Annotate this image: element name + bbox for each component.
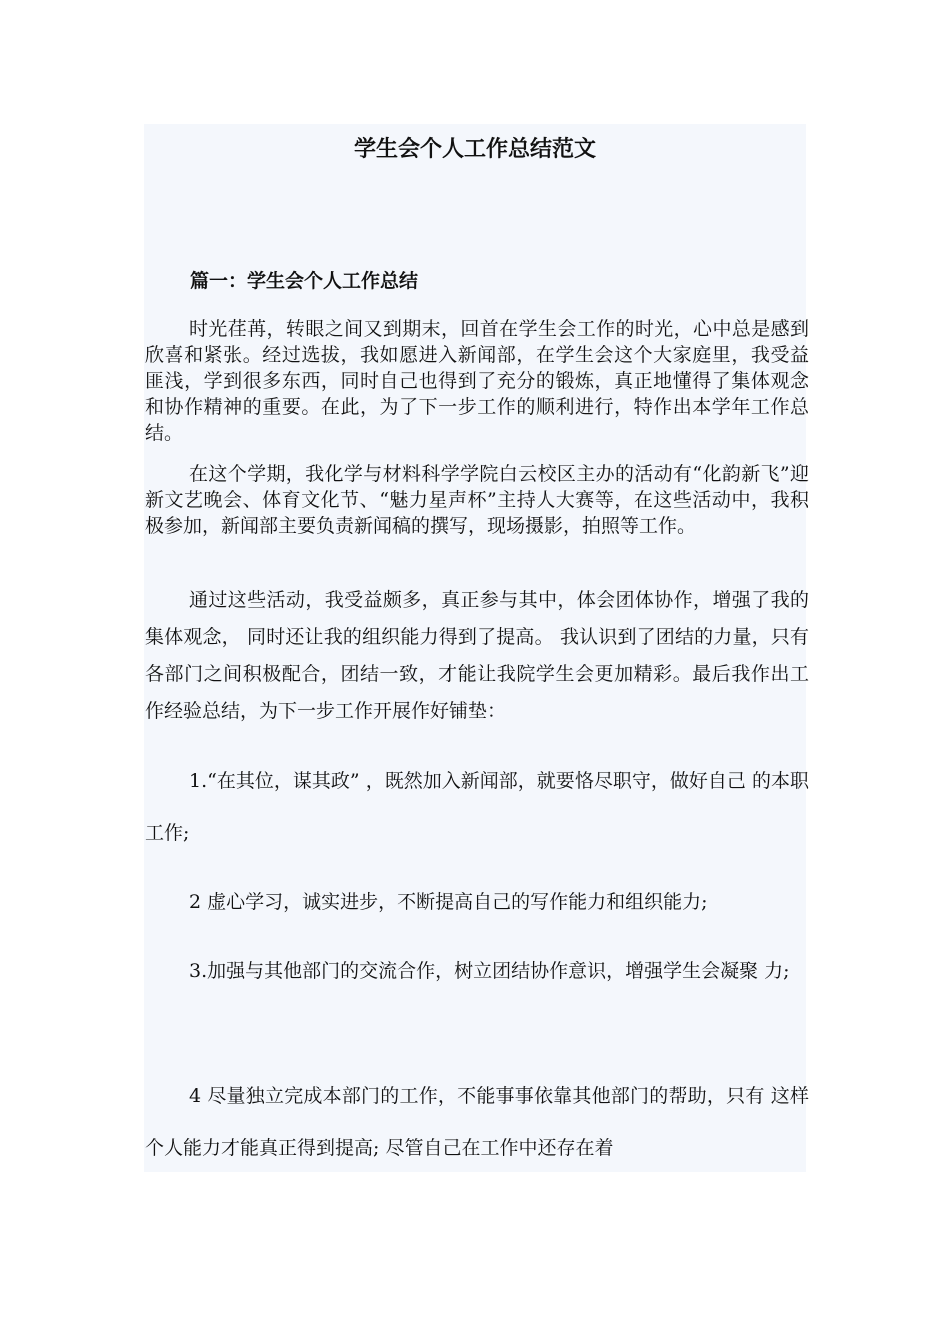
section-heading: 篇一：学生会个人工作总结 xyxy=(190,270,419,292)
list-item-2: 2 虚心学习，诚实进步，不断提高自己的写作能力和组织能力; xyxy=(189,891,708,913)
list-item-4: 4 尽量独立完成本部门的工作，不能事事依靠其他部门的帮助，只有 这样个人能力才能真正得到提高; 尽管自己在工作中还存在着 xyxy=(145,1085,809,1159)
list-item-1: 1.“在其位，谋其政” ，既然加入新闻部，就要恪尽职守，做好自己 的本职工作; xyxy=(145,770,809,844)
paragraph-1: 时光荏苒，转眼之间又到期末，回首在学生会工作的时光，心中总是感到欣喜和紧张。经过选拔，我如愿进入新闻部，在学生会这个大家庭里，我受益匪浅，学到很多东西，同时自己也得到了充分的锻炼，真正地懂得了集体观念和协作精神的重要。在此，为了下一步工作的顺利进行，特作出本学年工作总结。 xyxy=(145,318,809,444)
list-item-3: 3.加强与其他部门的交流合作，树立团结协作意识，增强学生会凝聚 力; xyxy=(189,960,790,982)
paragraph-2: 在这个学期，我化学与材料科学学院白云校区主办的活动有“化韵新飞”迎新文艺晚会、体育文化节、“魅力星声杯”主持人大赛等，在这些活动中，我积极参加，新闻部主要负责新闻稿的撰写，现场摄影，拍照等工作。 xyxy=(145,463,809,537)
document-title: 学生会个人工作总结范文 xyxy=(353,136,596,162)
paragraph-3: 通过这些活动，我受益颇多，真正参与其中，体会团体协作，增强了我的集体观念， 同时还让我的组织能力得到了提高。 我认识到了团结的力量，只有各部门之间积极配合，团结一致，才能让我院学生会更加精彩。最后我作出工作经验总结，为下一步工作开展作好铺垫： xyxy=(145,589,809,722)
